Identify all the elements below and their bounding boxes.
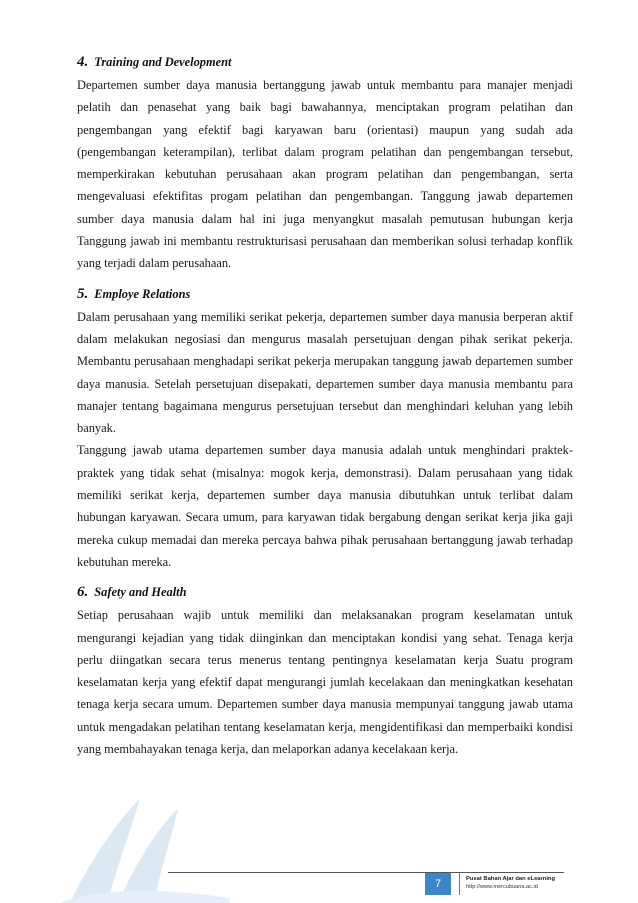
footer-url: http://www.mercubuana.ac.id [466,884,538,890]
footer-divider [168,872,564,873]
section-title: Safety and Health [94,585,187,600]
section-number: 6. [77,584,89,601]
section-number: 4. [77,54,89,70]
main-content [77,52,573,769]
footer-title: Pusat Bahan Ajar dan eLearning [466,876,556,882]
paragraph: Setiap perusahaan wajib untuk memiliki dan melaksanakan program keselamatan untuk mengurangi kejadian yang tidak diinginkan dan menciptakan kondisi yang sehat. Tenaga kerja perlu diingatkan secara terus menerus tentang pentingnya keselamatan kerja Suatu program keselamatan kerja yang efektif dapat mengurangi jumlah kecelakaan dan meningkatkan kesehatan tenaga kerja secara umum. Departemen sumber daya manusia mempunyai tanggung jawab utama untuk mengadakan pelatihan tentang keselamatan kerja, mengidentifikasi dan memperbaiki kondisi yang membahayakan tenaga kerja, dan melaporkan adanya kecelakaan kerja. [77,608,573,757]
footer-separator [459,873,460,895]
section-heading [77,52,573,72]
section-employe-relations [77,284,573,574]
footer-info [466,875,576,891]
section-heading [77,582,573,602]
section-title: Training and Development [94,55,232,69]
page-number: 7 [425,873,451,895]
university-logo-watermark [60,790,230,903]
paragraph: Departemen sumber daya manusia bertanggung jawab untuk membantu para manajer menjadi pelatih dan penasehat yang baik bagi bawahannya, menciptakan program pelatihan dan pengembangan yang efektif bagi karyawan baru (orientasi) maupun yang sudah ada (pengembangan keterampilan), terlibat dalam program pelatihan dan pengembangan tersebut, memperkirakan kebutuhan perusahaan akan program pelatihan dan pengembangan, serta mengevaluasi efektifitas progam pelatihan dan pengembangan. Tanggung jawab departemen sumber daya manusia dalam hal ini juga menyangkut masalah pemutusan hubungan kerja Tanggung jawab ini membantu restrukturisasi perusahaan dan memberikan solusi terhadap konflik yang terjadi dalam perusahaan. [77,78,573,271]
section-heading [77,284,573,304]
paragraph: Tanggung jawab utama departemen sumber daya manusia adalah untuk menghindari praktek-praktek yang tidak sehat (misalnya: mogok kerja, demonstrasi). Dalam perusahaan yang tidak memiliki serikat kerja, departemen sumber daya manusia dibutuhkan untuk terlibat dalam hubungan karyawan. Secara umum, para karyawan tidak bergabung dengan serikat kerja jika gaji mereka cukup memadai dan mereka percaya bahwa pihak perusahaan bertanggung jawab terhadap kebutuhan mereka. [77,443,573,569]
paragraph: Dalam perusahaan yang memiliki serikat pekerja, departemen sumber daya manusia berperan aktif dalam melakukan negosiasi dan mengurus masalah persetujuan dengan pihak serikat pekerja. Membantu perusahaan menghadapi serikat pekerja merupakan tanggung jawab departemen sumber daya manusia. Setelah persetujuan disepakati, departemen sumber daya manusia membantu para manajer tentang bagaimana mengurus persetujuan tersebut dan menghindari keluhan yang lebih banyak. [77,309,573,436]
section-safety-health [77,582,573,760]
section-title: Employe Relations [94,286,191,301]
section-training-development [77,52,573,275]
section-number: 5. [77,285,89,302]
